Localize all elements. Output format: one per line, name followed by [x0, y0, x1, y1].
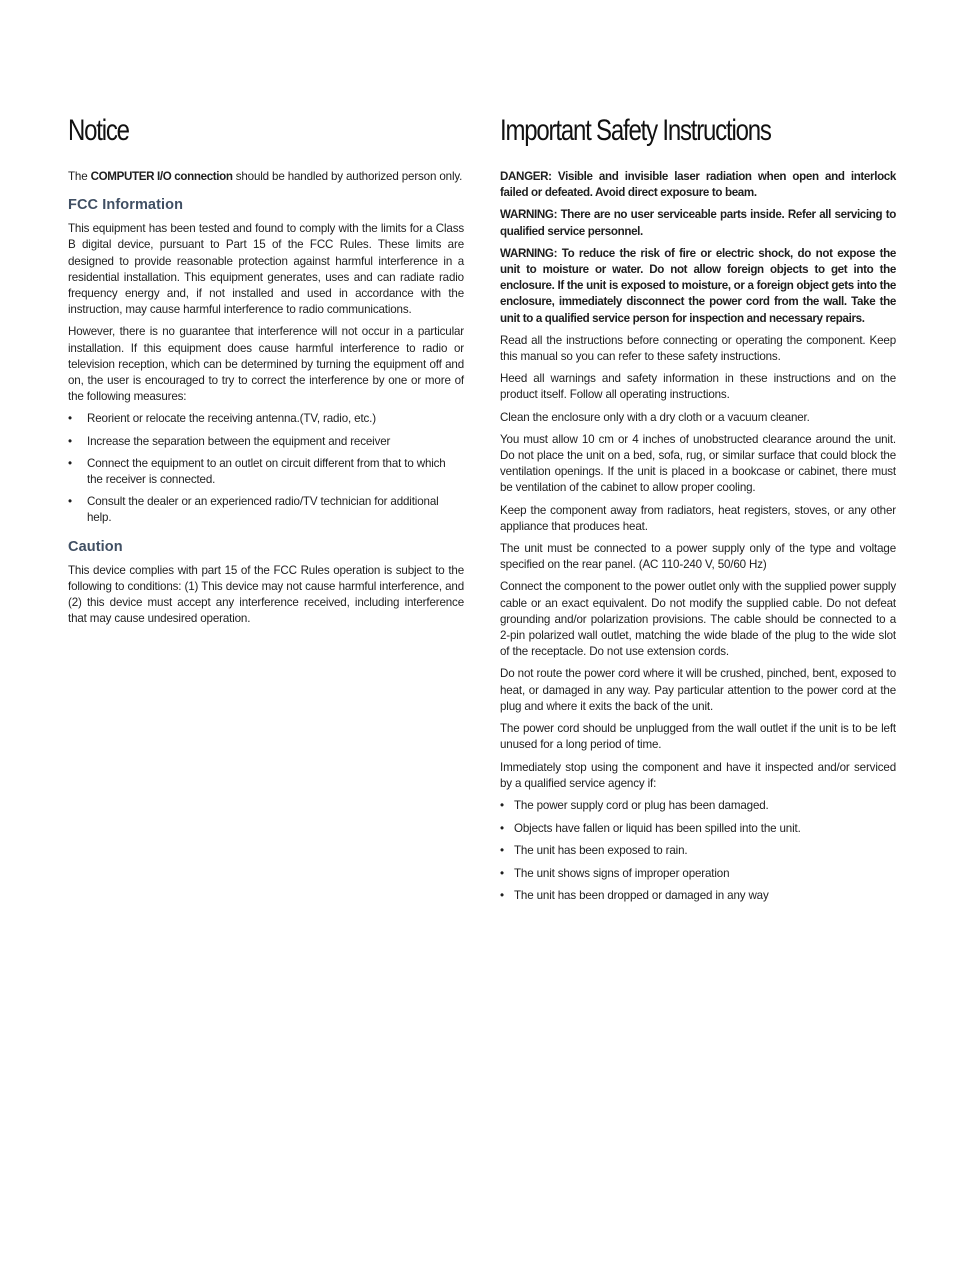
fcc-heading: FCC Information: [68, 197, 184, 214]
safety-paragraph: Clean the enclosure only with a dry cloth or a vacuum cleaner.: [500, 410, 810, 424]
notice-intro: [68, 169, 464, 185]
caution-heading: Caution: [68, 538, 123, 555]
safety-paragraph: Heed all warnings and safety information in these instructions and on the product itself. Follow all operating instructions.: [500, 372, 896, 402]
list-item: [500, 798, 896, 814]
bullet: •: [500, 821, 504, 835]
safety-paragraph: Do not route the power cord where it will be crushed, pinched, bent, exposed to heat, or damaged in any way. Pay particular attention to the power cord at the plug and where it exits the back of the unit.: [500, 667, 896, 713]
notice-column: [68, 112, 464, 633]
bullet: •: [500, 844, 504, 858]
bullet: •: [500, 866, 504, 880]
fcc-paragraph-1: This equipment has been tested and found to comply with the limits for a Class B digital device, pursuant to Part 15 of the FCC Rules. These limits are designed to provide reasonable protection against harmful interference in a residential installation. This equipment generates, uses and can radiate radio frequency energy and, if not installed and used in accordance with the instruction, may cause harmful interference to radio communications.: [68, 222, 464, 317]
safety-paragraph: Connect the component to the power outlet only with the supplied power supply cable or an exact equivalent. Do not modify the supplied cable. Do not defeat grounding and/or polarization provisions. The cable should be connected to a 2-pin polarized wall outlet, matching the wide blade of the plug to the wide slot of the receptacle. Do not use extension cords.: [500, 580, 896, 659]
bullet: •: [68, 434, 72, 448]
list-item: [68, 494, 464, 526]
list-item-text: Reorient or relocate the receiving antenna.(TV, radio, etc.): [87, 412, 376, 426]
list-item: [500, 866, 896, 882]
bullet: •: [500, 889, 504, 903]
safety-paragraph: You must allow 10 cm or 4 inches of unobstructed clearance around the unit. Do not place the unit on a bed, sofa, rug, or similar surface that could block the ventilation openings. If the unit is placed in a bookcase or cabinet, there must be ventilation of the cabinet to allow proper cooling.: [500, 432, 896, 495]
caution-paragraph: This device complies with part 15 of the FCC Rules operation is subject to the following to conditions: (1) This device may not cause harmful interference, and (2) this device must accept any interference received, including interference that may cause undesired operation.: [68, 563, 464, 626]
bullet: •: [500, 798, 504, 812]
list-item-text: The power supply cord or plug has been damaged.: [514, 798, 769, 812]
list-item-text: Increase the separation between the equipment and receiver: [87, 434, 391, 448]
list-item-text: The unit shows signs of improper operation: [514, 866, 730, 880]
list-item: [68, 456, 464, 488]
list-item-text: Consult the dealer or an experienced radio/TV technician for additional help.: [87, 495, 439, 525]
intro-suffix: should be handled by authorized person only.: [232, 170, 463, 183]
fcc-paragraph-2: However, there is no guarantee that interference will not occur in a particular installation. If this equipment does cause harmful interference to radio or television reception, which can be determined by turning the equipment off and on, the user is encouraged to try to correct the interference by one or more of the following measures:: [68, 325, 464, 404]
safety-column: [500, 112, 896, 911]
list-item: [500, 888, 896, 904]
safety-paragraph: The power cord should be unplugged from the wall outlet if the unit is to be left unused for a long period of time.: [500, 722, 896, 752]
list-item: [68, 411, 464, 427]
list-item-text: The unit has been dropped or damaged in any way: [514, 889, 769, 903]
list-item-text: Objects have fallen or liquid has been spilled into the unit.: [514, 821, 801, 835]
safety-paragraph: Immediately stop using the component and have it inspected and/or serviced by a qualified service agency if:: [500, 760, 896, 790]
safety-paragraph: Read all the instructions before connecting or operating the component. Keep this manual so you can refer to these safety instructions.: [500, 333, 896, 364]
list-item: [500, 821, 896, 837]
safety-title: Important Safety Instructions: [500, 114, 771, 147]
warning-moisture: WARNING: To reduce the risk of fire or electric shock, do not expose the unit to moisture or water. Do not allow foreign objects to get into the enclosure. If the unit is exposed to moisture, or a foreign object gets into the enclosure, immediately disconnect the power cord from the wall. Take the unit to a qualified service person for inspection and necessary repairs.: [500, 246, 896, 325]
intro-bold: COMPUTER I/O connection: [90, 170, 233, 183]
safety-paragraph: Keep the component away from radiators, heat registers, stoves, or any other appliance that produces heat.: [500, 503, 896, 533]
list-item-text: The unit has been exposed to rain.: [514, 844, 688, 858]
intro-prefix: The: [68, 170, 91, 183]
warning-service: WARNING: There are no user serviceable parts inside. Refer all servicing to qualified service personnel.: [500, 208, 896, 238]
service-conditions-list: [500, 798, 896, 905]
bullet: •: [68, 495, 72, 509]
list-item: [500, 843, 896, 859]
bullet: •: [68, 412, 72, 426]
notice-title: Notice: [68, 114, 129, 147]
danger-notice: DANGER: Visible and invisible laser radiation when open and interlock failed or defeated. Avoid direct exposure to beam.: [500, 170, 896, 200]
list-item-text: Connect the equipment to an outlet on circuit different from that to which the receiver is connected.: [87, 456, 446, 487]
list-item: [68, 434, 464, 450]
fcc-measures-list: [68, 411, 464, 526]
bullet: •: [68, 456, 72, 470]
safety-paragraph: The unit must be connected to a power supply only of the type and voltage specified on the rear panel. (AC 110-240 V, 50/60 Hz): [500, 542, 896, 572]
